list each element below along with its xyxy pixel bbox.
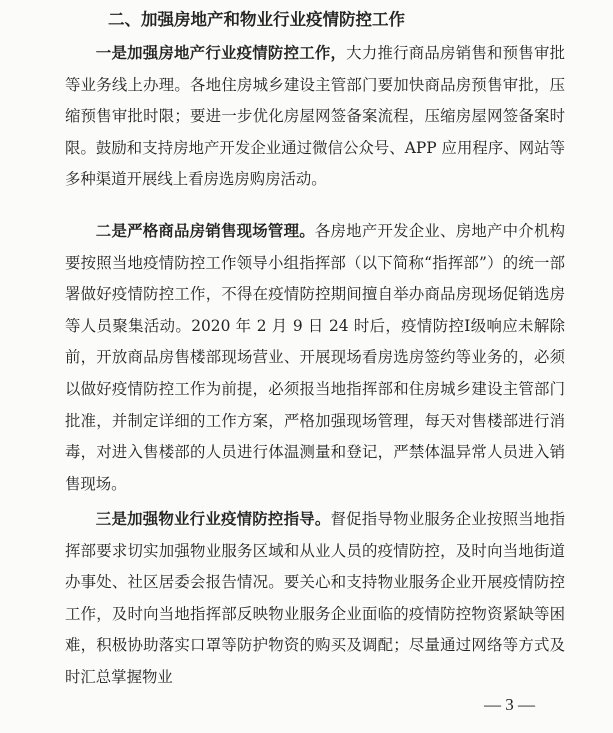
paragraph-1-lead: 一是加强房地产行业疫情防控工作， — [95, 44, 347, 62]
section-heading: 二、加强房地产和物业行业疫情防控工作 — [108, 10, 405, 29]
paragraph-3 — [65, 504, 565, 694]
paragraph-2-body: 各房地产开发企业、房地产中介机构要按照当地疫情防控工作领导小组指挥部（以下简称“指挥部”）的统一部署做好疫情防控工作，不得在疫情防控期间擅自举办商品房现场促销选房等人员聚集活动。2020 年 2 月 9 日 24 时后，疫情防控Ⅰ级响应未解除前，开放商品房售楼部现场营业、开展现场看房选房签约等业务的，必须以做好疫情防控工作为前提，必须报当地指挥部和住房城乡建设主管部门批准，并制定详细的工作方案，严格加强现场管理，每天对售楼部进行消毒，对进入售楼部的人员进行体温测量和登记，严禁体温异常人员进入销售现场。 — [65, 222, 565, 493]
paragraph-3-body: 督促指导物业服务企业按照当地指挥部要求切实加强物业服务区域和从业人员的疫情防控，及时向当地街道办事处、社区居委会报告情况。要关心和支持物业服务企业开展疫情防控工作，及时向当地指挥部反映物业服务企业面临的疫情防控物资紧缺等困难，积极协助落实口罩等防护物资的购买及调配；尽量通过网络等方式及时汇总掌握物业 — [65, 510, 565, 686]
paragraph-3-lead: 三是加强物业行业疫情防控指导。 — [95, 510, 331, 528]
paragraph-2 — [65, 216, 565, 500]
paragraph-1 — [65, 38, 565, 196]
paragraph-1-body: 大力推行商品房销售和预售审批等业务线上办理。各地住房城乡建设主管部门要加快商品房预售审批，压缩预售审批时限；要进一步优化房屋网签备案流程，压缩房屋网签备案时限。鼓励和支持房地产开发企业通过微信公众号、APP 应用程序、网站等多种渠道开展线上看房选房购房活动。 — [65, 44, 565, 189]
paragraph-2-lead: 二是严格商品房销售现场管理。 — [95, 222, 315, 240]
page-number: — 3 — — [484, 695, 535, 714]
